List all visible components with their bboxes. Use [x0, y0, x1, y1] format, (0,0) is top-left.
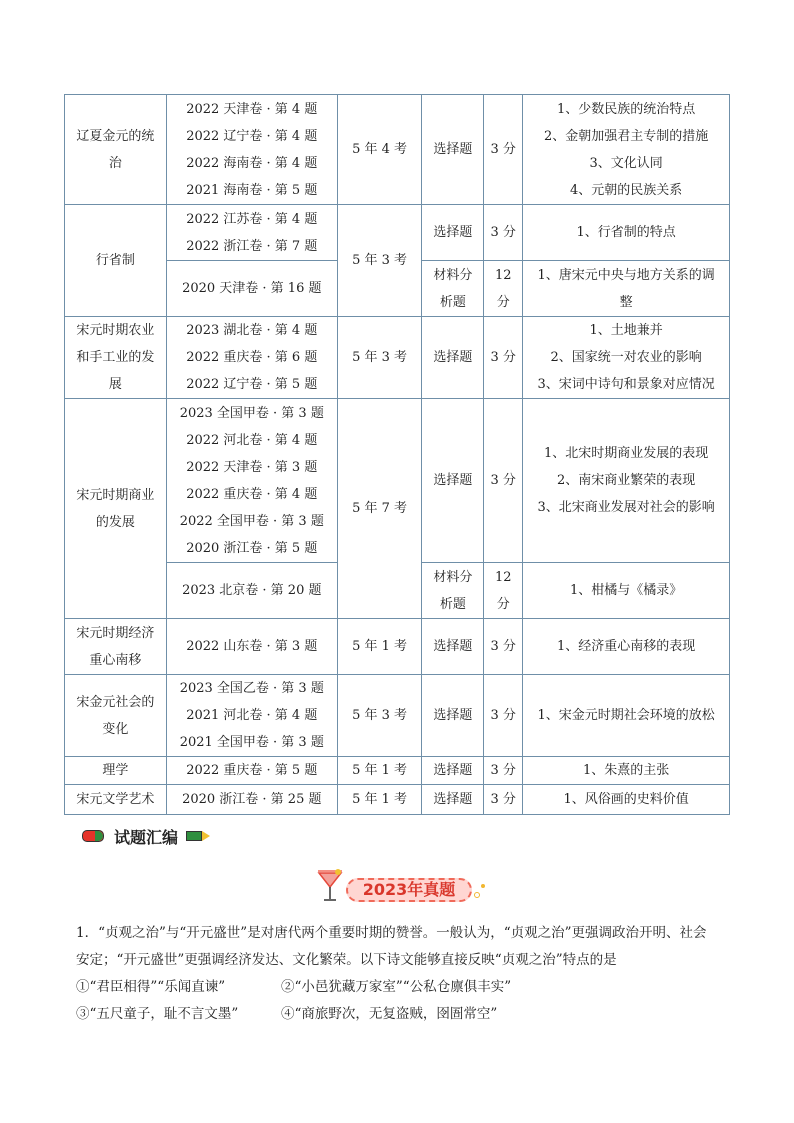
paper-cell	[166, 785, 337, 815]
paper-cell	[166, 757, 337, 785]
decor-dot	[474, 892, 480, 898]
frequency-cell	[337, 675, 422, 757]
cell-line: 3、宋词中诗句和景象对应情况	[537, 377, 715, 392]
cell-line: 3 分	[490, 639, 516, 654]
section-title: 试题汇编	[114, 827, 179, 847]
cell-line: 选择题	[433, 225, 473, 240]
score-cell	[484, 675, 523, 757]
option-row	[76, 1001, 726, 1028]
knowledge-point-cell	[523, 785, 730, 815]
knowledge-point-cell	[523, 205, 730, 261]
frequency-cell	[337, 317, 422, 399]
cell-line: 3、北宋商业发展对社会的影响	[537, 500, 715, 515]
cell-line: 2022 浙江卷 · 第 7 题	[186, 238, 318, 254]
score-cell	[484, 399, 523, 563]
topic-cell	[65, 399, 167, 619]
table-row	[65, 619, 730, 675]
cell-line: 分	[496, 294, 510, 310]
score-cell	[484, 563, 523, 619]
cell-line: 选择题	[433, 639, 473, 654]
cell-line: 1、北宋时期商业发展的表现	[543, 446, 709, 461]
score-cell	[484, 261, 523, 317]
knowledge-point-cell	[523, 261, 730, 317]
paper-cell	[166, 399, 337, 563]
cell-line: 5 年 1 考	[352, 639, 408, 654]
cell-line: 2023 全国甲卷 · 第 3 题	[179, 405, 324, 421]
cell-line: 2022 重庆卷 · 第 6 题	[186, 350, 318, 365]
cell-line: 5 年 1 考	[352, 763, 408, 778]
option-row	[76, 974, 726, 1001]
cell-line: 3 分	[490, 225, 516, 240]
knowledge-point-cell	[523, 95, 730, 205]
score-cell	[484, 785, 523, 815]
cell-line: 析题	[439, 294, 466, 310]
cell-line: 展	[108, 377, 122, 392]
option-4: ④“商旅野次，无复盗贼，囹圄常空”	[281, 1006, 498, 1022]
cell-line: 治	[108, 155, 122, 171]
cell-line: 12	[494, 267, 512, 283]
topic-cell	[65, 95, 167, 205]
year-badge	[314, 864, 484, 908]
cell-line: 宋元时期农业	[76, 323, 155, 338]
cell-line: 2022 天津卷 · 第 3 题	[186, 459, 318, 475]
score-cell	[484, 619, 523, 675]
knowledge-point-cell	[523, 675, 730, 757]
cell-line: 2020 浙江卷 · 第 25 题	[182, 792, 322, 807]
cell-line: 变化	[102, 721, 129, 737]
question-stem-line: 安定；“开元盛世”更强调经济发达、文化繁荣。以下诗文能够直接反映“贞观之治”特点的是	[76, 952, 617, 968]
cell-line: 5 年 3 考	[352, 253, 408, 268]
cell-line: 2022 重庆卷 · 第 4 题	[186, 486, 318, 502]
cell-line: 分	[496, 596, 510, 612]
cell-line: 2022 河北卷 · 第 4 题	[186, 432, 318, 448]
question-block	[76, 920, 726, 1028]
cell-line: 2022 全国甲卷 · 第 3 题	[179, 513, 324, 529]
cell-line: 材料分	[433, 569, 473, 585]
cell-line: 选择题	[433, 350, 473, 365]
cell-line: 整	[619, 294, 633, 310]
cell-line: 辽夏金元的统	[76, 128, 155, 144]
frequency-cell	[337, 399, 422, 619]
knowledge-point-cell	[523, 619, 730, 675]
cell-line: 1、朱熹的主张	[582, 763, 670, 778]
decor-dot	[481, 884, 485, 888]
table-row	[65, 205, 730, 261]
cell-line: 5 年 3 考	[352, 350, 408, 365]
cell-line: 3 分	[490, 350, 516, 365]
score-cell	[484, 317, 523, 399]
cell-line: 2022 辽宁卷 · 第 4 题	[186, 128, 318, 144]
cocktail-icon	[314, 868, 346, 904]
knowledge-point-cell	[523, 757, 730, 785]
frequency-cell	[337, 619, 422, 675]
question-type-cell	[422, 205, 484, 261]
topic-cell	[65, 317, 167, 399]
cell-line: 1、宋金元时期社会环境的放松	[537, 708, 715, 723]
table-row	[65, 785, 730, 815]
question-type-cell	[422, 317, 484, 399]
cell-line: 选择题	[433, 473, 473, 488]
cell-line: 5 年 1 考	[352, 792, 408, 807]
frequency-cell	[337, 785, 422, 815]
knowledge-point-cell	[523, 317, 730, 399]
paper-cell	[166, 563, 337, 619]
cell-line: 1、风俗画的史料价值	[563, 792, 689, 807]
cell-line: 5 年 3 考	[352, 708, 408, 723]
paper-cell	[166, 205, 337, 261]
option-1: ①“君臣相得”“乐闻直谏”	[76, 979, 226, 995]
cell-line: 2022 山东卷 · 第 3 题	[186, 639, 318, 654]
score-cell	[484, 757, 523, 785]
table-row	[65, 317, 730, 399]
cell-line: 1、少数民族的统治特点	[556, 101, 696, 117]
cell-line: 3、文化认同	[589, 155, 663, 171]
question-type-cell	[422, 675, 484, 757]
cell-line: 宋元文学艺术	[76, 792, 155, 807]
cell-line: 2023 湖北卷 · 第 4 题	[186, 323, 318, 338]
score-cell	[484, 205, 523, 261]
paper-cell	[166, 619, 337, 675]
cell-line: 2022 辽宁卷 · 第 5 题	[186, 377, 318, 392]
cell-line: 1、土地兼并	[589, 323, 663, 338]
cell-line: 1、柑橘与《橘录》	[569, 583, 683, 598]
cell-line: 1、唐宋元中央与地方关系的调	[537, 267, 715, 283]
section-header	[82, 825, 210, 847]
score-cell	[484, 95, 523, 205]
cell-line: 选择题	[433, 708, 473, 723]
paper-cell	[166, 261, 337, 317]
cell-line: 12	[494, 569, 512, 585]
table-row	[65, 757, 730, 785]
cell-line: 2023 全国乙卷 · 第 3 题	[179, 681, 324, 696]
cell-line: 1、行省制的特点	[576, 225, 676, 240]
knowledge-point-cell	[523, 563, 730, 619]
topic-cell	[65, 757, 167, 785]
cell-line: 2023 北京卷 · 第 20 题	[182, 583, 322, 598]
cell-line: 4、元朝的民族关系	[569, 182, 683, 198]
cell-line: 宋元时期经济	[76, 625, 155, 641]
cell-line: 3 分	[490, 142, 516, 157]
cell-line: 2022 重庆卷 · 第 5 题	[186, 763, 318, 778]
topic-cell	[65, 675, 167, 757]
cell-line: 2、金朝加强君主专制的措施	[543, 128, 709, 144]
table-row	[65, 95, 730, 205]
paper-cell	[166, 95, 337, 205]
paper-cell	[166, 675, 337, 757]
question-type-cell	[422, 261, 484, 317]
cell-line: 重心南移	[89, 652, 142, 668]
cell-line: 选择题	[433, 763, 473, 778]
cell-line: 3 分	[490, 763, 516, 778]
cell-line: 2022 江苏卷 · 第 4 题	[186, 211, 318, 227]
cell-line: 2021 河北卷 · 第 4 题	[186, 708, 318, 723]
cell-line: 和手工业的发	[76, 350, 155, 365]
cell-line: 的发展	[95, 514, 135, 530]
table-row	[65, 675, 730, 757]
cell-line: 2020 天津卷 · 第 16 题	[182, 281, 322, 296]
cell-line: 选择题	[433, 142, 473, 157]
capsule-icon	[82, 830, 104, 842]
cell-line: 2021 海南卷 · 第 5 题	[186, 182, 318, 198]
option-2: ②“小邑犹藏万家室”“公私仓廪俱丰实”	[281, 979, 512, 995]
knowledge-point-cell	[523, 399, 730, 563]
question-type-cell	[422, 399, 484, 563]
cell-line: 理学	[102, 763, 129, 778]
cell-line: 2、南宋商业繁荣的表现	[556, 473, 696, 488]
question-type-cell	[422, 619, 484, 675]
topic-cell	[65, 785, 167, 815]
cell-line: 宋元时期商业	[76, 487, 155, 503]
topic-cell	[65, 205, 167, 317]
cell-line: 2020 浙江卷 · 第 5 题	[186, 540, 318, 556]
frequency-cell	[337, 95, 422, 205]
exam-topic-table	[64, 94, 730, 815]
question-type-cell	[422, 757, 484, 785]
cell-line: 3 分	[490, 792, 516, 807]
cell-line: 选择题	[433, 792, 473, 807]
pencil-icon	[186, 831, 210, 841]
cell-line: 2、国家统一对农业的影响	[550, 350, 702, 365]
cell-line: 2022 天津卷 · 第 4 题	[186, 101, 318, 117]
question-type-cell	[422, 785, 484, 815]
table-row	[65, 399, 730, 563]
cell-line: 5 年 7 考	[352, 501, 408, 516]
cell-line: 2022 海南卷 · 第 4 题	[186, 155, 318, 171]
cell-line: 3 分	[490, 473, 516, 488]
question-type-cell	[422, 95, 484, 205]
question-type-cell	[422, 563, 484, 619]
cell-line: 宋金元社会的	[76, 694, 155, 710]
cell-line: 1、经济重心南移的表现	[556, 639, 696, 654]
cell-line: 3 分	[490, 708, 516, 723]
cell-line: 析题	[439, 596, 466, 612]
cell-line: 5 年 4 考	[352, 142, 408, 157]
badge-label: 2023年真题	[346, 878, 472, 902]
question-stem-line: 1．“贞观之治”与“开元盛世”是对唐代两个重要时期的赞誉。一般认为，“贞观之治”更强调政治开明、社会	[76, 925, 707, 941]
frequency-cell	[337, 205, 422, 317]
cell-line: 行省制	[95, 253, 135, 268]
cell-line: 2021 全国甲卷 · 第 3 题	[179, 735, 324, 750]
option-3: ③“五尺童子，耻不言文墨”	[76, 1006, 239, 1022]
paper-cell	[166, 317, 337, 399]
frequency-cell	[337, 757, 422, 785]
cell-line: 材料分	[433, 267, 473, 283]
topic-cell	[65, 619, 167, 675]
